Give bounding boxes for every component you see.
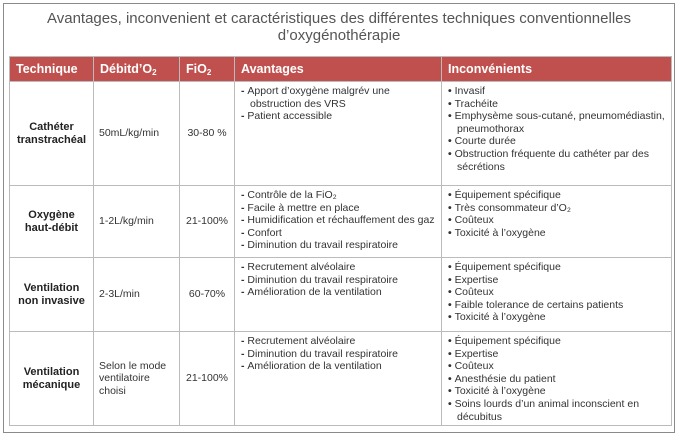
document-frame <box>3 3 675 433</box>
inconvenient-item: • Emphysème sous-cutané, pneumomédiastin, pneumothorax <box>447 110 666 135</box>
avantages-list <box>240 189 436 252</box>
inconvenient-item: • Expertise <box>447 348 666 361</box>
inconvenient-item: • Très consommateur d’O₂ <box>447 202 666 215</box>
inconvenient-item: • Toxicité à l’oxygène <box>447 385 666 398</box>
title-line-1: Avantages, inconvenient et caractéristiques des différentes techniques conventionnelles <box>47 10 631 27</box>
debit-cell: 1-2L/kg/min <box>94 186 180 258</box>
debit-cell: 50mL/kg/min <box>94 82 180 186</box>
technique-cell: Ventilation mécanique <box>10 332 94 426</box>
inconvenient-item: • Anesthésie du patient <box>447 373 666 386</box>
avantage-item: - Humidification et réchauffement des gaz <box>240 214 436 227</box>
avantage-item: - Diminution du travail respiratoire <box>240 348 436 361</box>
avantage-item: - Diminution du travail respiratoire <box>240 239 436 252</box>
inconvenient-item: • Obstruction fréquente du cathéter par des sécrétions <box>447 148 666 173</box>
technique-cell: Oxygène haut-débit <box>10 186 94 258</box>
inconvenient-item: • Trachéite <box>447 98 666 111</box>
fio2-cell: 60-70% <box>180 258 235 332</box>
avantages-cell <box>235 258 442 332</box>
inconvenients-list <box>447 261 666 324</box>
inconvenient-item: • Coûteux <box>447 214 666 227</box>
header-inconvenients: Inconvénients <box>442 57 672 82</box>
inconvenient-item: • Expertise <box>447 274 666 287</box>
inconvenient-item: • Équipement spécifique <box>447 261 666 274</box>
fio2-cell: 21-100% <box>180 186 235 258</box>
inconvenient-item: • Équipement spécifique <box>447 189 666 202</box>
inconvenient-item: • Coûteux <box>447 286 666 299</box>
avantages-list <box>240 261 436 299</box>
document-title <box>4 10 674 44</box>
inconvenient-item: • Courte durée <box>447 135 666 148</box>
inconvenients-cell <box>442 82 672 186</box>
avantages-list <box>240 335 436 373</box>
inconvenient-item: • Soins lourds d’un animal inconscient en décubitus <box>447 398 666 423</box>
table-row <box>10 82 672 186</box>
inconvenients-cell <box>442 258 672 332</box>
inconvenient-item: • Invasif <box>447 85 666 98</box>
avantage-item: - Recrutement alvéolaire <box>240 261 436 274</box>
table-row <box>10 186 672 258</box>
inconvenient-item: • Coûteux <box>447 360 666 373</box>
avantage-item: - Apport d’oxygène malgrév une obstruction des VRS <box>240 85 436 110</box>
avantage-item: - Patient accessible <box>240 110 436 123</box>
avantage-item: - Facile à mettre en place <box>240 202 436 215</box>
inconvenients-list <box>447 189 666 239</box>
title-line-2: d’oxygénothérapie <box>277 27 401 44</box>
avantages-cell <box>235 332 442 426</box>
inconvenient-item: • Équipement spécifique <box>447 335 666 348</box>
inconvenients-list <box>447 335 666 423</box>
avantages-cell <box>235 82 442 186</box>
debit-cell: Selon le mode ventilatoire choisi <box>94 332 180 426</box>
avantages-cell <box>235 186 442 258</box>
debit-cell: 2-3L/min <box>94 258 180 332</box>
inconvenients-cell <box>442 186 672 258</box>
avantage-item: - Amélioration de la ventilation <box>240 360 436 373</box>
header-avantages: Avantages <box>235 57 442 82</box>
table-header-row <box>10 57 672 82</box>
inconvenient-item: • Faible tolerance de certains patients <box>447 299 666 312</box>
fio2-cell: 21-100% <box>180 332 235 426</box>
inconvenient-item: • Toxicité à l’oxygène <box>447 227 666 240</box>
inconvenients-cell <box>442 332 672 426</box>
oxygen-therapy-table <box>9 56 672 426</box>
header-debit: $Débitd’O_2$ <box>94 57 180 82</box>
table-row <box>10 332 672 426</box>
header-fio2: FiO$_2$ <box>180 57 235 82</box>
avantage-item: - Confort <box>240 227 436 240</box>
fio2-cell: 30-80 % <box>180 82 235 186</box>
avantage-item: - Contrôle de la FiO₂ <box>240 189 436 202</box>
technique-cell: Ventilation non invasive <box>10 258 94 332</box>
avantages-list <box>240 85 436 123</box>
technique-cell: Cathéter transtrachéal <box>10 82 94 186</box>
inconvenient-item: • Toxicité à l’oxygène <box>447 311 666 324</box>
table-row <box>10 258 672 332</box>
inconvenients-list <box>447 85 666 173</box>
avantage-item: - Amélioration de la ventilation <box>240 286 436 299</box>
avantage-item: - Diminution du travail respiratoire <box>240 274 436 287</box>
avantage-item: - Recrutement alvéolaire <box>240 335 436 348</box>
header-technique: Technique <box>10 57 94 82</box>
